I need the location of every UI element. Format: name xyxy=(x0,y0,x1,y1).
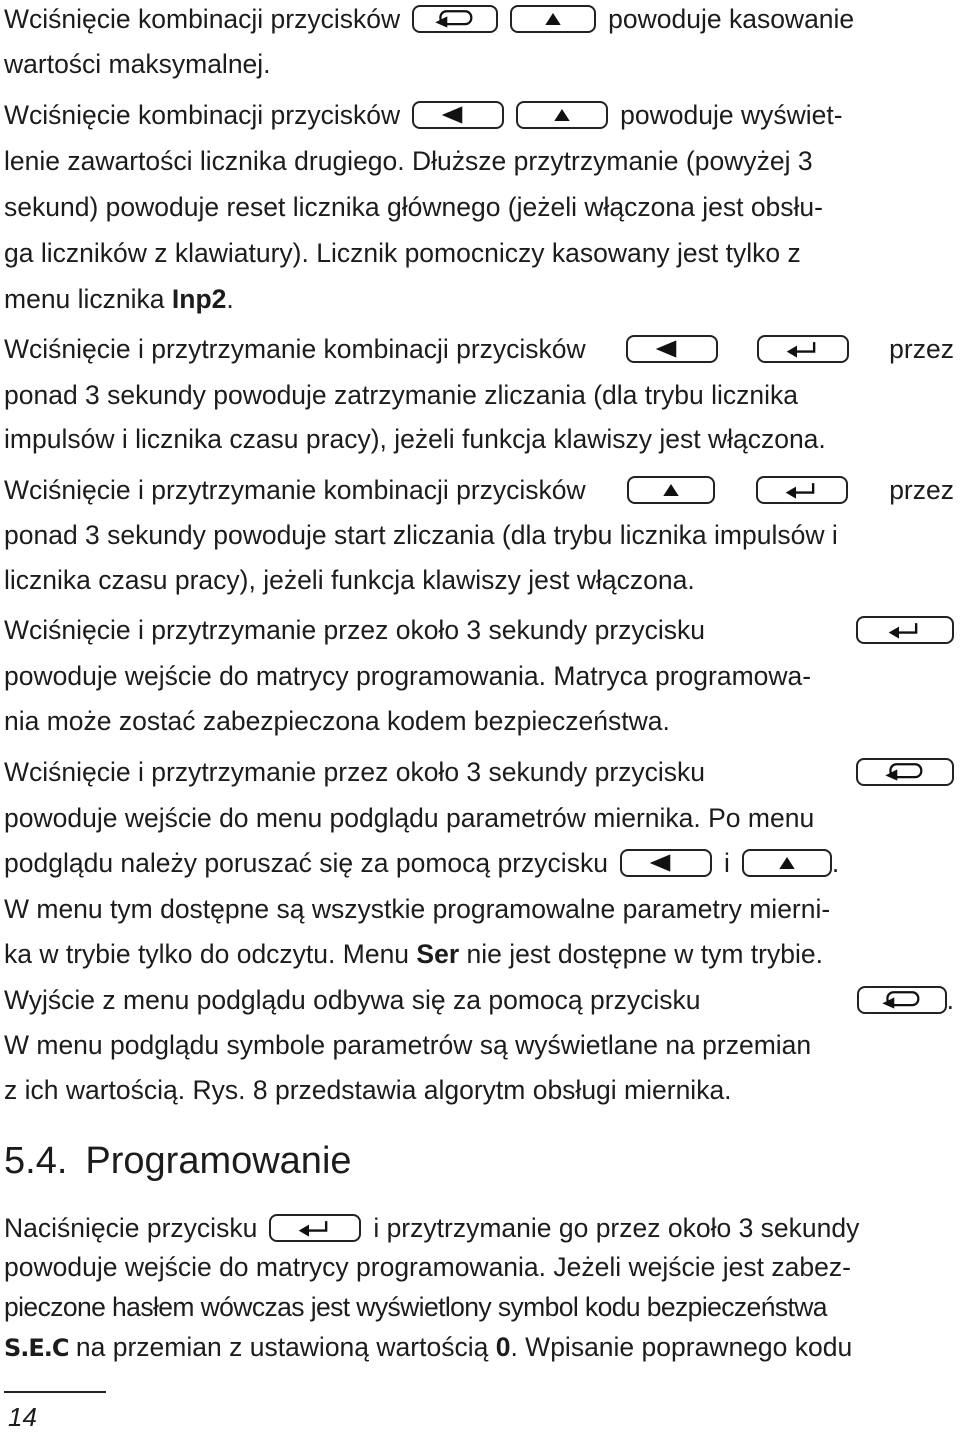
enter-key-icon xyxy=(269,1214,361,1242)
p1-line-1 xyxy=(4,2,954,36)
p6-text: ka w trybie tylko do odczytu. Menu xyxy=(4,939,417,969)
p4-text: Wciśnięcie i przytrzymanie kombinacji przycisków xyxy=(4,475,586,505)
p7-text: Naciśnięcie przycisku xyxy=(4,1213,258,1243)
menu-name-inp2: Inp2 xyxy=(171,284,227,314)
return-key-icon xyxy=(857,986,947,1014)
left-arrow-key-icon xyxy=(412,101,504,129)
p6-line-1 xyxy=(4,755,954,789)
p4-line-1 xyxy=(4,473,954,507)
return-key-icon xyxy=(856,758,954,786)
p2-text: menu licznika xyxy=(4,284,172,314)
p3-line-1 xyxy=(4,332,954,366)
p2-line-5 xyxy=(4,282,234,316)
return-key-icon xyxy=(412,5,498,33)
p6-line-8: z ich wartością. Rys. 8 przedstawia algorytm obsługi miernika. xyxy=(4,1075,732,1105)
p5-line-1 xyxy=(4,613,954,647)
p3-line-2: ponad 3 sekundy powoduje zatrzymanie zliczania (dla trybu licznika xyxy=(4,380,798,410)
p7-line-4 xyxy=(4,1330,852,1365)
p3-text: Wciśnięcie i przytrzymanie kombinacji przycisków xyxy=(4,334,586,364)
p6-text: nie jest dostępne w tym trybie. xyxy=(459,939,823,969)
p5-line-3: nia może zostać zabezpieczona kodem bezpieczeństwa. xyxy=(4,706,670,736)
p1-line-2: wartości maksymalnej. xyxy=(4,49,271,79)
p2-line-4: ga liczników z klawiatury). Licznik pomocniczy kasowany jest tylko z xyxy=(4,238,801,268)
p6-text: Wciśnięcie i przytrzymanie przez około 3 sekundy przycisku xyxy=(4,757,706,787)
p5-text: Wciśnięcie i przytrzymanie przez około 3 sekundy przycisku xyxy=(4,615,706,645)
p7-text-end: i przytrzymanie go przez około 3 sekundy xyxy=(373,1213,860,1243)
p4-line-2: ponad 3 sekundy powoduje start zliczania (dla trybu licznika impulsów i xyxy=(4,520,838,550)
p7-text: . Wpisanie poprawnego kodu xyxy=(510,1332,853,1362)
p5-line-2: powoduje wejście do matrycy programowania. Matryca programowa- xyxy=(4,661,812,691)
p2-period: . xyxy=(226,284,234,314)
p1-text: Wciśnięcie kombinacji przycisków xyxy=(4,4,401,34)
p6-line-3 xyxy=(4,846,954,880)
p6-line-6 xyxy=(4,983,954,1017)
p7-text: na przemian z ustawioną wartością xyxy=(75,1332,496,1362)
p2-line-1 xyxy=(4,98,954,132)
p6-line-2: powoduje wejście do menu podglądu parametrów miernika. Po menu xyxy=(4,803,815,833)
p3-line-3: impulsów i licznika czasu pracy), jeżeli funkcja klawiszy jest włączona. xyxy=(4,424,826,454)
p6-text: podglądu należy poruszać się za pomocą przycisku xyxy=(4,848,608,878)
p6-line-4: W menu tym dostępne są wszystkie programowalne parametry mierni- xyxy=(4,894,831,924)
value-zero: 0 xyxy=(495,1332,511,1362)
up-arrow-key-icon xyxy=(516,101,608,129)
p6-period: . xyxy=(831,848,840,878)
menu-name-ser: Ser xyxy=(416,939,460,969)
p1-text-end: powoduje kasowanie xyxy=(608,4,855,34)
p6-line-5 xyxy=(4,937,823,971)
p6-period: . xyxy=(946,985,954,1015)
p6-conj: i xyxy=(723,848,730,878)
section-title: Programowanie xyxy=(85,1140,352,1182)
p6-line-7: W menu podglądu symbole parametrów są wyświetlane na przemian xyxy=(4,1030,812,1060)
p4-text-end: przez xyxy=(889,475,954,505)
p6-key-group xyxy=(857,983,954,1017)
up-arrow-key-icon xyxy=(510,5,596,33)
enter-key-icon xyxy=(856,616,954,644)
p2-line-3: sekund) powoduje reset licznika głównego (jeżeli włączona jest obsłu- xyxy=(4,192,823,222)
up-arrow-key-icon xyxy=(742,849,832,877)
p2-text: Wciśnięcie kombinacji przycisków xyxy=(4,100,401,130)
p4-line-3: licznika czasu pracy), jeżeli funkcja klawiszy jest włączona. xyxy=(4,565,695,595)
section-number: 5.4. xyxy=(4,1140,68,1182)
p2-text-end: powoduje wyświet- xyxy=(620,100,843,130)
p2-line-2: lenie zawartości licznika drugiego. Dłuższe przytrzymanie (powyżej 3 xyxy=(4,146,813,176)
p7-line-1 xyxy=(4,1211,954,1245)
enter-key-icon xyxy=(756,476,848,504)
left-arrow-key-icon xyxy=(626,335,718,363)
security-code-symbol: S.E.C xyxy=(4,1334,69,1362)
footer-rule xyxy=(4,1391,106,1393)
p7-line-2: powoduje wejście do matrycy programowania. Jeżeli wejście jest zabez- xyxy=(4,1252,851,1282)
up-arrow-key-icon xyxy=(627,476,715,504)
p6-text: Wyjście z menu podglądu odbywa się za pomocą przycisku xyxy=(4,985,701,1015)
left-arrow-key-icon xyxy=(620,849,712,877)
p7-line-3: pieczone hasłem wówczas jest wyświetlony symbol kodu bezpieczeństwa xyxy=(4,1292,827,1322)
page-number: 14 xyxy=(8,1402,37,1432)
p3-text-end: przez xyxy=(889,334,954,364)
enter-key-icon xyxy=(757,335,849,363)
section-heading xyxy=(4,1138,370,1184)
